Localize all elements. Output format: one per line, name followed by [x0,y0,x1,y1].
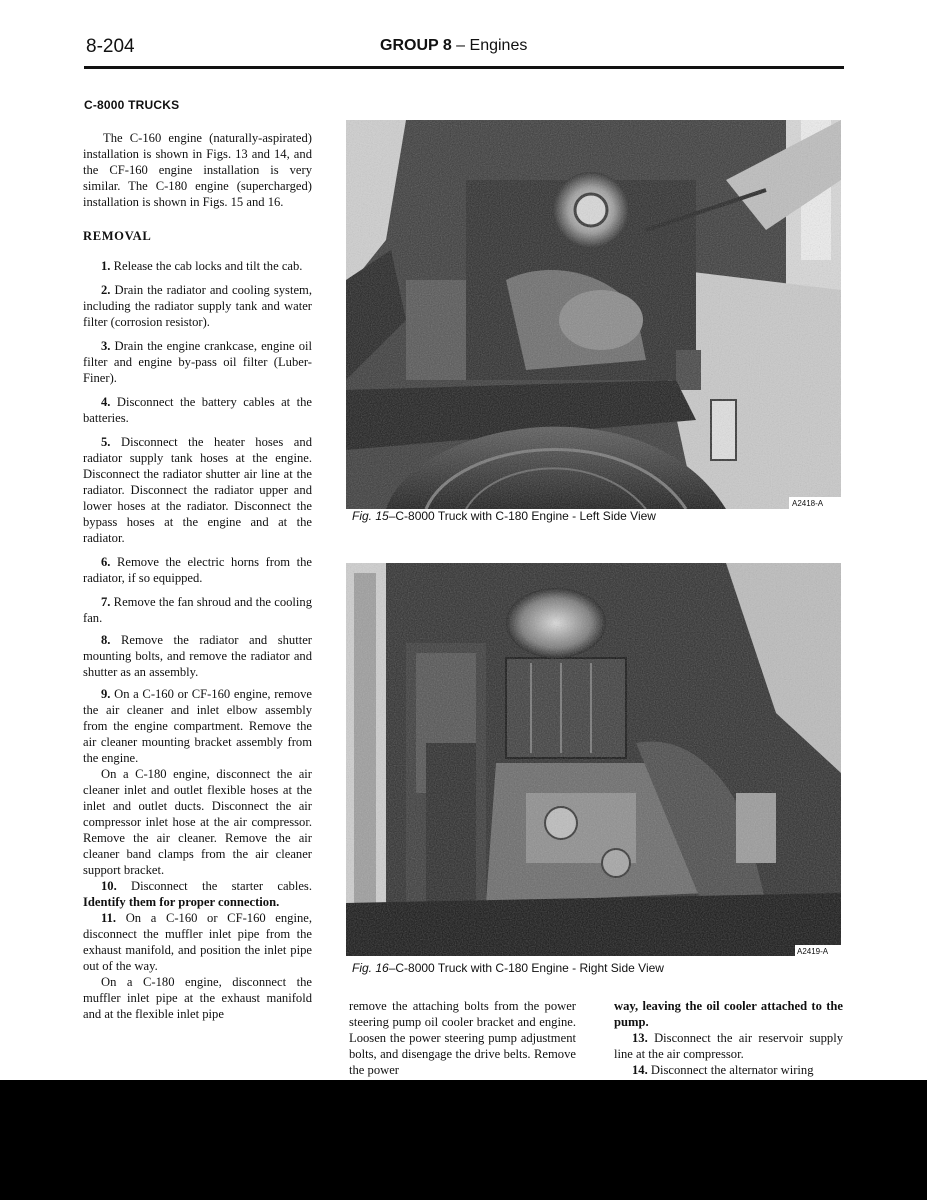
header-separator: – [451,37,470,54]
scan-border [0,1080,927,1200]
step-text: Disconnect the battery cables at the batteries. [83,395,312,425]
step-6 [83,554,312,586]
step-13 [614,1030,843,1062]
step-text: Remove the fan shroud and the cooling fan. [83,595,312,625]
step-text: Disconnect the air reservoir supply line at the air compressor. [614,1031,843,1061]
step-number: 7. [101,595,111,609]
step-text: Drain the engine crankcase, engine oil filter and engine by-pass oil filter (Luber-Finer). [83,339,312,385]
intro-paragraph: The C-160 engine (naturally-aspirated) installation is shown in Figs. 13 and 14, and the CF-160 engine installation is very similar. The C-180 engine (supercharged) installation is shown in Figs. 15 and 16. [83,131,312,209]
step-2 [83,282,312,330]
step-number: 4. [101,395,111,409]
step-number: 11. [101,911,117,925]
step-text: On a C-160 or CF-160 engine, remove the air cleaner and inlet elbow assembly from the engine compartment. Remove the air cleaner mounting bracket assembly from the engine. [83,687,312,765]
step-12-continued: way, leaving the oil cooler attached to the pump. [614,999,843,1029]
step-number: 1. [101,259,111,273]
header-rule [84,66,844,69]
text-column-1 [83,130,312,1022]
text-column-2 [349,998,576,1078]
step-text: Release the cab locks and tilt the cab. [113,259,303,273]
step-3 [83,338,312,386]
figure-16-caption [352,961,664,975]
step-number: 9. [101,687,111,701]
section-label: Engines [469,37,528,54]
step-text: Remove the radiator and shutter mounting bolts, and remove the radiator and shutter as an assembly. [83,633,312,679]
step-8 [83,632,312,680]
figure-15-caption [352,509,656,523]
figure-code: A2419-A [797,947,829,956]
step-number: 8. [101,633,111,647]
page-number: 8-204 [86,36,135,57]
step-number: 2. [101,283,111,297]
figure-code: A2418-A [792,499,824,508]
step-number: 14. [632,1063,648,1077]
step-text: On a C-160 or CF-160 engine, disconnect the muffler inlet pipe from the exhaust manifold, and position the inlet pipe out of the way. [83,911,313,973]
step-number: 6. [101,555,111,569]
step-10 [83,878,312,910]
figure-15-photo [346,120,841,509]
column-2-text: remove the attaching bolts from the power steering pump oil cooler bracket and engine. Loosen the power steering pump adjustment bolts, and disengage the drive belts. Remove the power [349,999,576,1077]
step-11-continued: On a C-180 engine, disconnect the muffler inlet pipe at the exhaust manifold and at the flexible inlet pipe [83,975,312,1021]
step-text: Remove the electric horns from the radiator, if so equipped. [83,555,312,585]
step-1 [83,258,312,274]
text-column-3 [614,998,843,1078]
step-text: Drain the radiator and cooling system, including the radiator supply tank and water filter (corrosion resistor). [83,283,312,329]
step-11 [83,910,312,974]
step-14 [614,1062,843,1078]
running-header [380,37,527,55]
step-text: Disconnect the alternator wiring [650,1063,814,1077]
section-title: C-8000 TRUCKS [84,98,180,112]
step-9-continued: On a C-180 engine, disconnect the air cleaner inlet and outlet flexible hoses at the inlet and outlet ducts. Disconnect the air compressor inlet hose at the air compressor. Remove the air cleaner. Remove the air cleaner band clamps from the air cleaner support bracket. [83,767,312,877]
step-7 [83,594,312,626]
step-text: Disconnect the starter cables. [131,879,312,893]
removal-heading: REMOVAL [83,229,152,243]
figure-caption-text: C-8000 Truck with C-180 Engine - Right Side View [395,961,664,975]
step-number: 3. [101,339,111,353]
figure-dash: – [388,961,396,975]
figure-dash: – [388,509,396,523]
figure-label: Fig. 15 [352,509,389,523]
figure-label: Fig. 16 [352,961,389,975]
figure-16-photo [346,563,841,956]
step-text: Disconnect the heater hoses and radiator supply tank hoses at the engine. Disconnect the radiator shutter air line at the radiator. Disconnect the radiator upper and lower hoses at the radiator. Disconnect the bypass hoses at the engine and at the radiator. [83,435,312,545]
step-5 [83,434,312,546]
step-number: 13. [632,1031,648,1045]
step-number: 10. [101,879,117,893]
step-9 [83,686,312,766]
step-4 [83,394,312,426]
step-number: 5. [101,435,111,449]
group-label: GROUP 8 [380,37,452,54]
step-emphasis: Identify them for proper connection. [83,895,280,909]
figure-caption-text: C-8000 Truck with C-180 Engine - Left Side View [395,509,656,523]
